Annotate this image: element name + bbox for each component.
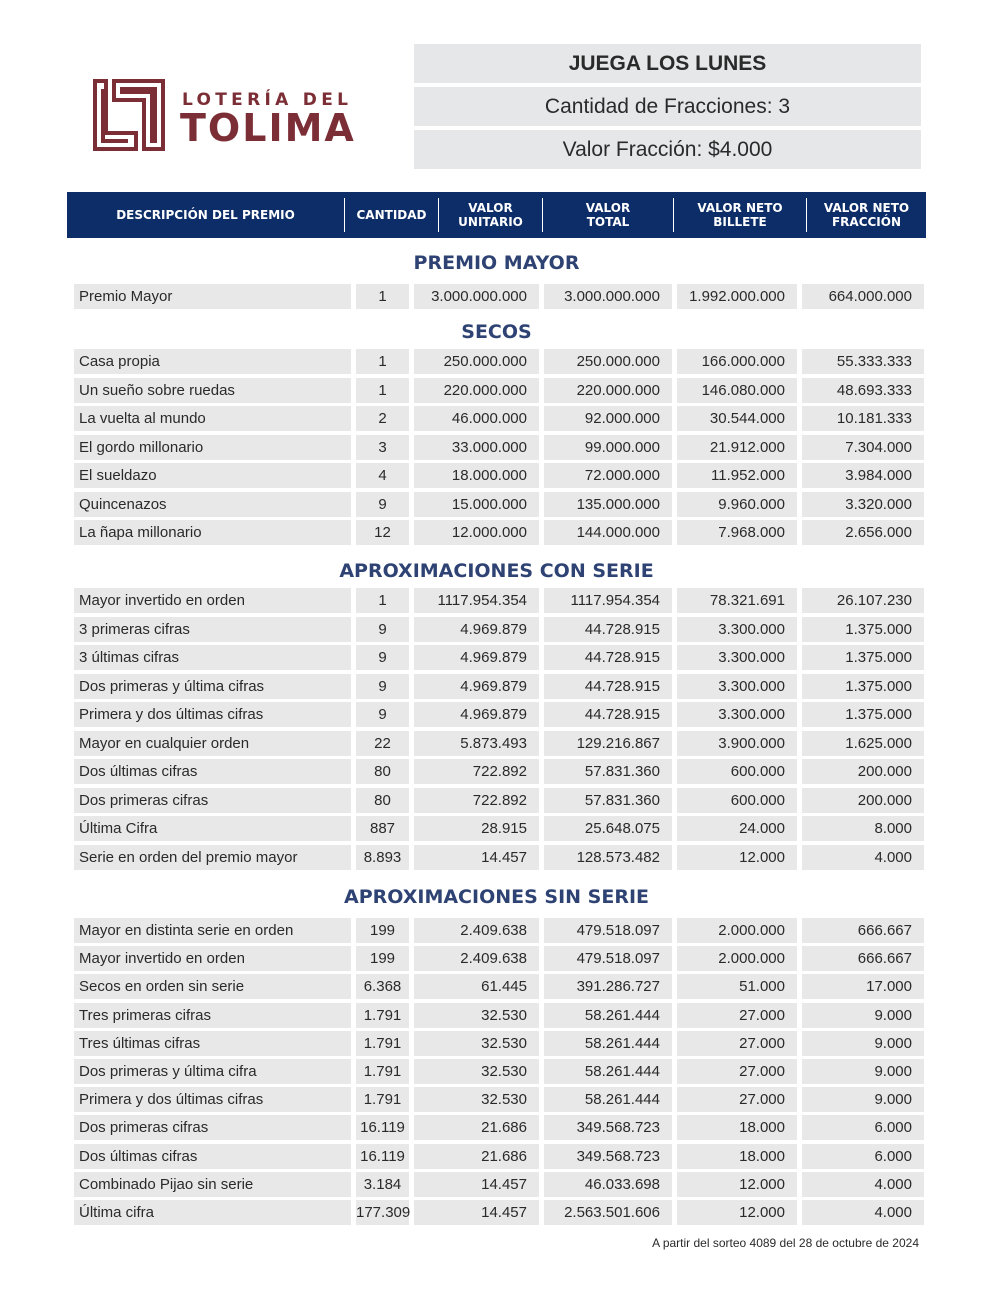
cell-description: Combinado Pijao sin serie (74, 1172, 351, 1197)
cell-net-fraction: 6.000 (802, 1115, 924, 1140)
table-row (74, 617, 924, 642)
cell-net-ticket: 21.912.000 (677, 435, 797, 460)
cell-description: Última cifra (74, 1200, 351, 1225)
cell-description: Dos primeras cifras (74, 788, 351, 813)
cell-net-ticket: 27.000 (677, 1003, 797, 1028)
cell-net-fraction: 6.000 (802, 1144, 924, 1169)
cell-description: Quincenazos (74, 492, 351, 517)
table-header (67, 192, 926, 238)
table-row (74, 1200, 924, 1225)
cell-quantity: 1 (356, 588, 409, 613)
cell-total-value: 349.568.723 (544, 1144, 672, 1169)
cell-description: Mayor en distinta serie en orden (74, 918, 351, 943)
cell-quantity: 9 (356, 702, 409, 727)
col-unit-value: VALOR UNITARIO (438, 198, 542, 232)
cell-description: Casa propia (74, 349, 351, 374)
cell-net-fraction: 17.000 (802, 974, 924, 999)
cell-quantity: 1.791 (356, 1031, 409, 1056)
cell-net-ticket: 3.300.000 (677, 702, 797, 727)
cell-net-ticket: 3.900.000 (677, 731, 797, 756)
section-title: PREMIO MAYOR (413, 252, 580, 274)
table-row (74, 918, 924, 943)
cell-description: Mayor invertido en orden (74, 946, 351, 971)
cell-total-value: 92.000.000 (544, 406, 672, 431)
cell-description: Mayor invertido en orden (74, 588, 351, 613)
cell-net-ticket: 12.000 (677, 845, 797, 870)
cell-net-ticket: 11.952.000 (677, 463, 797, 488)
schedule-title: JUEGA LOS LUNES (414, 44, 921, 83)
table-row (74, 1059, 924, 1084)
cell-description: La ñapa millonario (74, 520, 351, 545)
cell-quantity: 199 (356, 918, 409, 943)
col-total-value: VALOR TOTAL (542, 198, 673, 232)
cell-net-ticket: 146.080.000 (677, 378, 797, 403)
cell-description: Mayor en cualquier orden (74, 731, 351, 756)
cell-description: Secos en orden sin serie (74, 974, 351, 999)
cell-net-fraction: 666.667 (802, 918, 924, 943)
col-net-fraction: VALOR NETO FRACCIÓN (806, 198, 926, 232)
cell-unit-value: 722.892 (414, 759, 539, 784)
table-row (74, 435, 924, 460)
table-row (74, 759, 924, 784)
cell-net-ticket: 600.000 (677, 788, 797, 813)
cell-total-value: 479.518.097 (544, 946, 672, 971)
cell-net-ticket: 18.000 (677, 1144, 797, 1169)
section-title: APROXIMACIONES CON SERIE (339, 560, 654, 582)
cell-description: Primera y dos últimas cifras (74, 1087, 351, 1112)
cell-unit-value: 250.000.000 (414, 349, 539, 374)
cell-unit-value: 28.915 (414, 816, 539, 841)
cell-quantity: 3.184 (356, 1172, 409, 1197)
cell-quantity: 12 (356, 520, 409, 545)
cell-net-ticket: 30.544.000 (677, 406, 797, 431)
cell-net-ticket: 7.968.000 (677, 520, 797, 545)
cell-description: Dos primeras y última cifras (74, 674, 351, 699)
cell-quantity: 9 (356, 492, 409, 517)
footnote: A partir del sorteo 4089 del 28 de octubre de 2024 (652, 1236, 919, 1250)
cell-total-value: 2.563.501.606 (544, 1200, 672, 1225)
cell-quantity: 9 (356, 617, 409, 642)
cell-net-fraction: 4.000 (802, 845, 924, 870)
cell-quantity: 6.368 (356, 974, 409, 999)
cell-net-fraction: 7.304.000 (802, 435, 924, 460)
table-row (74, 731, 924, 756)
cell-quantity: 2 (356, 406, 409, 431)
cell-unit-value: 220.000.000 (414, 378, 539, 403)
cell-description: Serie en orden del premio mayor (74, 845, 351, 870)
table-row (74, 349, 924, 374)
cell-total-value: 1117.954.354 (544, 588, 672, 613)
cell-description: Primera y dos últimas cifras (74, 702, 351, 727)
cell-net-fraction: 200.000 (802, 759, 924, 784)
cell-net-fraction: 9.000 (802, 1059, 924, 1084)
cell-total-value: 58.261.444 (544, 1003, 672, 1028)
cell-total-value: 479.518.097 (544, 918, 672, 943)
cell-net-fraction: 1.375.000 (802, 702, 924, 727)
table-row (74, 974, 924, 999)
cell-total-value: 44.728.915 (544, 617, 672, 642)
cell-quantity: 8.893 (356, 845, 409, 870)
cell-quantity: 1 (356, 378, 409, 403)
table-row (74, 946, 924, 971)
section-title: SECOS (461, 321, 532, 343)
cell-unit-value: 2.409.638 (414, 918, 539, 943)
cell-net-fraction: 1.375.000 (802, 674, 924, 699)
cell-unit-value: 12.000.000 (414, 520, 539, 545)
cell-quantity: 22 (356, 731, 409, 756)
cell-net-fraction: 10.181.333 (802, 406, 924, 431)
cell-net-ticket: 9.960.000 (677, 492, 797, 517)
cell-unit-value: 15.000.000 (414, 492, 539, 517)
cell-total-value: 44.728.915 (544, 674, 672, 699)
cell-net-fraction: 26.107.230 (802, 588, 924, 613)
section-title: APROXIMACIONES SIN SERIE (343, 886, 650, 908)
fraction-value: Valor Fracción: $4.000 (414, 130, 921, 169)
cell-unit-value: 14.457 (414, 845, 539, 870)
logo-line2: TOLIMA (180, 106, 356, 150)
cell-total-value: 250.000.000 (544, 349, 672, 374)
cell-unit-value: 14.457 (414, 1200, 539, 1225)
table-row (74, 463, 924, 488)
table-row (74, 845, 924, 870)
cell-net-fraction: 9.000 (802, 1003, 924, 1028)
cell-total-value: 349.568.723 (544, 1115, 672, 1140)
table-row (74, 406, 924, 431)
cell-total-value: 25.648.075 (544, 816, 672, 841)
cell-total-value: 220.000.000 (544, 378, 672, 403)
cell-description: El gordo millonario (74, 435, 351, 460)
cell-description: Tres primeras cifras (74, 1003, 351, 1028)
cell-net-ticket: 51.000 (677, 974, 797, 999)
cell-description: Dos primeras cifras (74, 1115, 351, 1140)
cell-quantity: 1 (356, 349, 409, 374)
table-row (74, 645, 924, 670)
cell-unit-value: 18.000.000 (414, 463, 539, 488)
cell-net-ticket: 2.000.000 (677, 946, 797, 971)
table-row (74, 588, 924, 613)
table-row (74, 378, 924, 403)
cell-net-ticket: 1.992.000.000 (677, 284, 797, 309)
cell-quantity: 1.791 (356, 1059, 409, 1084)
cell-net-ticket: 12.000 (677, 1172, 797, 1197)
cell-quantity: 199 (356, 946, 409, 971)
cell-total-value: 99.000.000 (544, 435, 672, 460)
cell-quantity: 177.309 (356, 1200, 409, 1225)
cell-description: Dos primeras y última cifra (74, 1059, 351, 1084)
table-row (74, 816, 924, 841)
cell-net-fraction: 3.320.000 (802, 492, 924, 517)
cell-unit-value: 32.530 (414, 1059, 539, 1084)
cell-total-value: 44.728.915 (544, 645, 672, 670)
table-row (74, 788, 924, 813)
table-row (74, 520, 924, 545)
cell-net-fraction: 2.656.000 (802, 520, 924, 545)
table-row (74, 492, 924, 517)
table-row (74, 1144, 924, 1169)
cell-net-ticket: 78.321.691 (677, 588, 797, 613)
cell-unit-value: 4.969.879 (414, 702, 539, 727)
cell-net-ticket: 600.000 (677, 759, 797, 784)
cell-net-ticket: 24.000 (677, 816, 797, 841)
cell-quantity: 1.791 (356, 1003, 409, 1028)
cell-unit-value: 722.892 (414, 788, 539, 813)
cell-total-value: 58.261.444 (544, 1059, 672, 1084)
cell-net-fraction: 1.375.000 (802, 617, 924, 642)
cell-net-fraction: 8.000 (802, 816, 924, 841)
cell-total-value: 58.261.444 (544, 1031, 672, 1056)
table-row (74, 702, 924, 727)
cell-unit-value: 21.686 (414, 1144, 539, 1169)
cell-quantity: 887 (356, 816, 409, 841)
cell-description: Dos últimas cifras (74, 1144, 351, 1169)
col-quantity: CANTIDAD (344, 198, 438, 232)
cell-quantity: 80 (356, 788, 409, 813)
cell-net-fraction: 3.984.000 (802, 463, 924, 488)
cell-unit-value: 32.530 (414, 1031, 539, 1056)
cell-net-ticket: 3.300.000 (677, 617, 797, 642)
cell-unit-value: 21.686 (414, 1115, 539, 1140)
cell-total-value: 135.000.000 (544, 492, 672, 517)
table-row (74, 1172, 924, 1197)
cell-unit-value: 2.409.638 (414, 946, 539, 971)
cell-description: Dos últimas cifras (74, 759, 351, 784)
cell-total-value: 46.033.698 (544, 1172, 672, 1197)
logo-mark-icon (92, 78, 166, 152)
cell-total-value: 391.286.727 (544, 974, 672, 999)
cell-description: Premio Mayor (74, 284, 351, 309)
cell-unit-value: 3.000.000.000 (414, 284, 539, 309)
cell-unit-value: 32.530 (414, 1003, 539, 1028)
cell-total-value: 128.573.482 (544, 845, 672, 870)
cell-unit-value: 1117.954.354 (414, 588, 539, 613)
table-row (74, 674, 924, 699)
cell-net-fraction: 9.000 (802, 1031, 924, 1056)
cell-unit-value: 5.873.493 (414, 731, 539, 756)
cell-net-ticket: 27.000 (677, 1031, 797, 1056)
cell-quantity: 80 (356, 759, 409, 784)
cell-total-value: 144.000.000 (544, 520, 672, 545)
cell-net-ticket: 27.000 (677, 1059, 797, 1084)
cell-total-value: 72.000.000 (544, 463, 672, 488)
cell-net-fraction: 1.625.000 (802, 731, 924, 756)
cell-description: El sueldazo (74, 463, 351, 488)
cell-total-value: 57.831.360 (544, 788, 672, 813)
cell-net-ticket: 3.300.000 (677, 645, 797, 670)
logo-line1: LOTERÍA DEL (182, 90, 353, 110)
cell-net-fraction: 200.000 (802, 788, 924, 813)
cell-net-fraction: 4.000 (802, 1172, 924, 1197)
cell-description: 3 primeras cifras (74, 617, 351, 642)
cell-total-value: 3.000.000.000 (544, 284, 672, 309)
cell-quantity: 9 (356, 674, 409, 699)
cell-unit-value: 4.969.879 (414, 617, 539, 642)
col-description: DESCRIPCIÓN DEL PREMIO (116, 208, 295, 222)
cell-unit-value: 4.969.879 (414, 674, 539, 699)
cell-description: La vuelta al mundo (74, 406, 351, 431)
cell-quantity: 1.791 (356, 1087, 409, 1112)
table-row (74, 1003, 924, 1028)
cell-unit-value: 32.530 (414, 1087, 539, 1112)
table-row (74, 284, 924, 309)
cell-description: Un sueño sobre ruedas (74, 378, 351, 403)
cell-net-ticket: 2.000.000 (677, 918, 797, 943)
cell-net-fraction: 4.000 (802, 1200, 924, 1225)
cell-net-ticket: 27.000 (677, 1087, 797, 1112)
cell-quantity: 16.119 (356, 1115, 409, 1140)
table-row (74, 1087, 924, 1112)
cell-quantity: 16.119 (356, 1144, 409, 1169)
cell-unit-value: 33.000.000 (414, 435, 539, 460)
col-net-ticket: VALOR NETO BILLETE (673, 198, 806, 232)
cell-unit-value: 14.457 (414, 1172, 539, 1197)
cell-quantity: 3 (356, 435, 409, 460)
cell-description: 3 últimas cifras (74, 645, 351, 670)
cell-net-fraction: 9.000 (802, 1087, 924, 1112)
cell-quantity: 4 (356, 463, 409, 488)
cell-unit-value: 46.000.000 (414, 406, 539, 431)
cell-unit-value: 61.445 (414, 974, 539, 999)
cell-net-fraction: 48.693.333 (802, 378, 924, 403)
table-row (74, 1031, 924, 1056)
loteria-tolima-logo (92, 78, 382, 153)
cell-total-value: 44.728.915 (544, 702, 672, 727)
cell-total-value: 57.831.360 (544, 759, 672, 784)
cell-description: Tres últimas cifras (74, 1031, 351, 1056)
cell-net-ticket: 166.000.000 (677, 349, 797, 374)
cell-net-fraction: 666.667 (802, 946, 924, 971)
cell-net-fraction: 1.375.000 (802, 645, 924, 670)
cell-quantity: 9 (356, 645, 409, 670)
cell-net-ticket: 18.000 (677, 1115, 797, 1140)
cell-net-fraction: 55.333.333 (802, 349, 924, 374)
cell-description: Última Cifra (74, 816, 351, 841)
cell-total-value: 58.261.444 (544, 1087, 672, 1112)
cell-total-value: 129.216.867 (544, 731, 672, 756)
table-row (74, 1115, 924, 1140)
cell-unit-value: 4.969.879 (414, 645, 539, 670)
cell-net-fraction: 664.000.000 (802, 284, 924, 309)
cell-net-ticket: 3.300.000 (677, 674, 797, 699)
cell-net-ticket: 12.000 (677, 1200, 797, 1225)
cell-quantity: 1 (356, 284, 409, 309)
fractions-count: Cantidad de Fracciones: 3 (414, 87, 921, 126)
